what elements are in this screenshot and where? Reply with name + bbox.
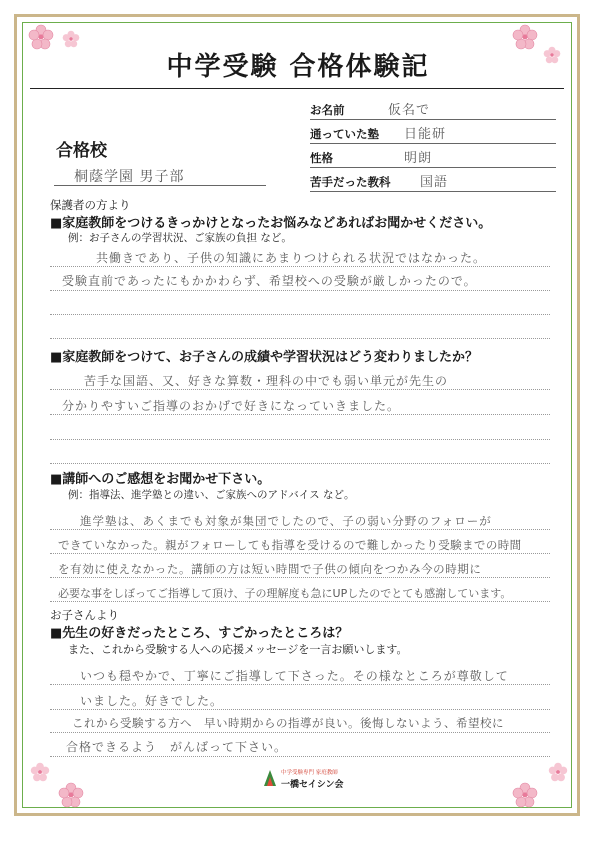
- answer-rule: [50, 756, 550, 757]
- section3-heading: ■講師へのご感想をお聞かせ下さい。: [50, 472, 271, 487]
- answer-rule: [50, 414, 550, 415]
- child-intro: お子さんより: [50, 608, 119, 622]
- school-label: 合格校: [56, 141, 107, 161]
- weak-subject-rule: [310, 191, 556, 192]
- name-rule: [310, 119, 556, 120]
- section3-answer-line: 必要な事をしぼってご指導して頂け、子の理解度も急にUPしたのでとても感謝しています。: [58, 587, 512, 600]
- flower-icon: [512, 782, 538, 808]
- section4-heading: ■先生の好きだったところ、すごかったところは？: [50, 626, 349, 641]
- cram-rule: [310, 143, 556, 144]
- name-value: 仮名で: [388, 103, 431, 118]
- cram-label: 通っていた塾: [310, 127, 379, 141]
- section3-answer-line: 進学塾は、あくまでも対象が集団でしたので、子の弱い分野のフォローが: [80, 514, 492, 528]
- answer-rule: [50, 601, 550, 602]
- section1-answer-line: 受験直前であったにもかかわらず、希望校への受験が厳しかったので。: [62, 274, 477, 288]
- parent-intro: 保護者の方より: [50, 198, 131, 212]
- flower-icon: [30, 762, 50, 782]
- section4-answer-line: いつも穏やかで、丁寧にご指導して下さった。その様なところが尊敬して: [80, 669, 509, 683]
- section2-answer-line: 苦手な国語、又、好きな算数・理科の中でも弱い単元が先生の: [84, 374, 449, 388]
- answer-rule: [50, 529, 550, 530]
- section4-answer-line: これから受験する方へ 早い時期からの指導が良い。後悔しないよう、希望校に: [72, 716, 504, 730]
- answer-rule: [50, 439, 550, 440]
- answer-rule: [50, 389, 550, 390]
- section1-example: 例：お子さんの学習状況、ご家族の負担 など。: [68, 232, 292, 244]
- answer-rule: [50, 732, 550, 733]
- logo-tagline: 中学受験専門 家庭教師: [281, 770, 338, 776]
- personality-label: 性格: [310, 151, 333, 165]
- section3-answer-line: を有効に使えなかった。講師の方は短い時間で子供の傾向をつかみ今の時期に: [58, 562, 482, 576]
- answer-rule: [50, 338, 550, 339]
- title-rule: [30, 88, 564, 89]
- section2-heading: ■家庭教師をつけて、お子さんの成績や学習状況はどう変わりましたか？: [50, 350, 479, 365]
- school-value: 桐蔭学園 男子部: [74, 169, 185, 185]
- section4-subheading: また、これから受験する人への応援メッセージを一言お願いします。: [68, 643, 408, 656]
- school-rule: [54, 185, 266, 186]
- company-logo: [262, 764, 342, 794]
- answer-rule: [50, 577, 550, 578]
- personality-rule: [310, 167, 556, 168]
- logo-mark-icon: [262, 768, 278, 788]
- section4-answer-line: 合格できるよう がんばって下さい。: [66, 740, 288, 754]
- name-label: お名前: [310, 103, 345, 117]
- answer-rule: [50, 314, 550, 315]
- answer-rule: [50, 553, 550, 554]
- cram-value: 日能研: [404, 127, 447, 142]
- flower-icon: [58, 782, 84, 808]
- section3-example: 例：指導法、進学塾との違い、ご家族へのアドバイス など。: [68, 489, 355, 501]
- answer-rule: [50, 290, 550, 291]
- weak-subject-label: 苦手だった教科: [310, 175, 391, 189]
- answer-rule: [50, 684, 550, 685]
- answer-rule: [50, 709, 550, 710]
- section2-answer-line: 分かりやすいご指導のおかげで好きになっていきました。: [62, 399, 401, 413]
- page-title: 中学受験 合格体験記: [166, 52, 430, 82]
- answer-rule: [50, 463, 550, 464]
- flower-icon: [548, 762, 568, 782]
- section4-answer-line: いました。好きでした。: [80, 694, 224, 708]
- section1-heading: ■家庭教師をつけるきっかけとなったお悩みなどあればお聞かせください。: [50, 216, 492, 231]
- personality-value: 明朗: [404, 151, 433, 166]
- logo-name: 一橋セイシン会: [281, 780, 344, 790]
- section1-answer-line: 共働きであり、子供の知識にあまりつけられる状況ではなかった。: [96, 251, 487, 265]
- answer-rule: [50, 266, 550, 267]
- section3-answer-line: できていなかった。親がフォローしても指導を受けるので難しかったり受験までの時間: [58, 538, 522, 552]
- weak-subject-value: 国語: [420, 175, 449, 190]
